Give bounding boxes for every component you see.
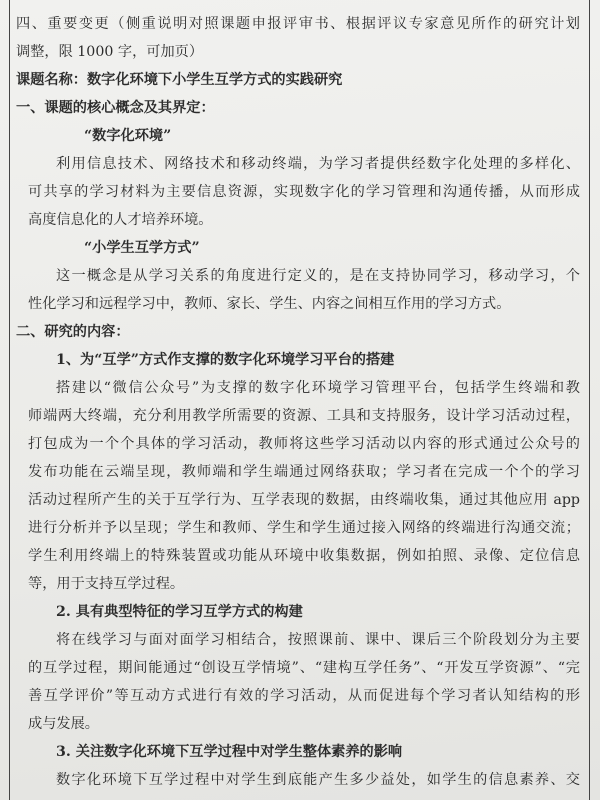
item1-line-8: 等，用于支持互学过程。 — [28, 576, 185, 592]
item2-title: 2. 具有典型特征的学习互学方式的构建 — [56, 604, 303, 620]
item3-line-1: 数字化环境下互学过程中对学生到底能产生多少益处，如学生的信息素养、交 — [56, 772, 580, 788]
concept2-title: “小学生互学方式” — [84, 240, 200, 256]
item1-line-4: 发布功能在云端呈现，教师端和学生端通过网络获取；学习者在完成一个个的学习 — [28, 464, 580, 480]
item1-line-7: 学生利用终端上的特殊装置或功能从环境中收集数据，例如拍照、录像、定位信息 — [28, 548, 580, 564]
concept1-line-2: 可共享的学习材料为主要信息资源，实现数字化的学习管理和沟通传播，从而形成 — [28, 184, 580, 200]
table-border-right — [589, 0, 590, 800]
item1-title: 1、为“互学”方式作支撑的数字化环境学习平台的搭建 — [56, 352, 395, 368]
section-header-line-2: 调整，限 1000 字，可加页） — [16, 44, 204, 60]
topic-title: 课题名称：数字化环境下小学生互学方式的实践研究 — [16, 72, 343, 88]
concept1-line-3: 高度信息化的人才培养环境。 — [28, 212, 213, 228]
item2-line-4: 成与发展。 — [28, 716, 99, 732]
item2-line-2: 的互学过程，期间能通过“创设互学情境”、“建构互学任务”、“开发互学资源”、“完 — [28, 660, 580, 676]
item1-line-2: 师端两大终端，充分利用教学所需要的资源、工具和支持服务，设计学习活动过程， — [28, 408, 580, 424]
concept2-line-1: 这一概念是从学习关系的角度进行定义的，是在支持协同学习，移动学习，个 — [56, 268, 580, 284]
concept1-title: “数字化环境” — [84, 128, 172, 144]
item1-line-1: 搭建以“微信公众号”为支撑的数字化环境学习管理平台，包括学生终端和教 — [56, 380, 580, 396]
concept2-line-2: 性化学习和远程学习中，教师、家长、学生、内容之间相互作用的学习方式。 — [28, 296, 511, 312]
item3-title: 3. 关注数字化环境下互学过程中对学生整体素养的影响 — [56, 744, 403, 760]
item1-line-6: 进行分析并予以呈现；学生和教师、学生和学生通过接入网络的终端进行沟通交流； — [28, 520, 580, 536]
item2-line-3: 善互学评价”等互动方式进行有效的学习活动，从而促进每个学习者认知结构的形 — [28, 688, 580, 704]
item1-line-3: 打包成为一个个具体的学习活动，教师将这些学习活动以内容的形式通过公众号的 — [28, 436, 580, 452]
section-header-line-1: 四、重要变更（侧重说明对照课题申报评审书、根据评议专家意见所作的研究计划 — [16, 16, 580, 32]
item1-line-5: 活动过程所产生的关于互学行为、互学表现的数据，由终端收集，通过其他应用 app — [28, 492, 580, 508]
table-border-left — [9, 0, 10, 800]
part1-heading: 一、课题的核心概念及其界定： — [16, 100, 215, 116]
concept1-line-1: 利用信息技术、网络技术和移动终端，为学习者提供经数字化处理的多样化、 — [56, 156, 580, 172]
document-content — [16, 10, 580, 794]
item2-line-1: 将在线学习与面对面学习相结合，按照课前、课中、课后三个阶段划分为主要 — [56, 632, 580, 648]
part2-heading: 二、研究的内容： — [16, 324, 130, 340]
